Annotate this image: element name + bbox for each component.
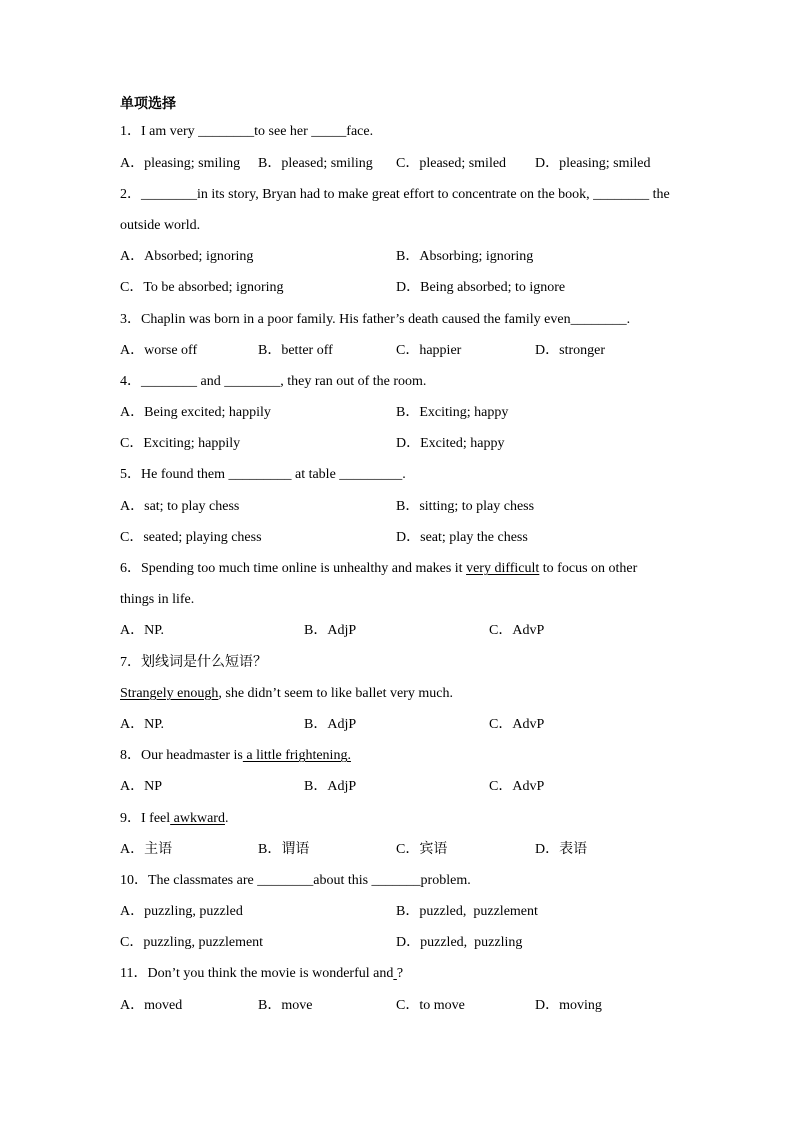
option-label: C． xyxy=(396,841,420,857)
option-a xyxy=(120,615,164,646)
option-label: A． xyxy=(120,779,145,795)
option-text: pleased; smiling xyxy=(281,155,373,171)
option-label: C． xyxy=(120,436,144,452)
question-1 xyxy=(120,116,680,178)
question-9 xyxy=(120,803,680,865)
option-c xyxy=(120,522,262,553)
question-text: I feel xyxy=(141,810,171,826)
option-a xyxy=(120,241,253,272)
option-d xyxy=(396,428,505,459)
option-label: B． xyxy=(396,249,420,265)
options-row xyxy=(120,927,680,958)
option-label: B． xyxy=(258,155,282,171)
question-number: 6． xyxy=(120,561,141,577)
option-a xyxy=(120,397,271,428)
option-label: B． xyxy=(258,342,282,358)
question-stem xyxy=(120,459,680,490)
option-label: A． xyxy=(120,904,145,920)
options-row xyxy=(120,615,680,646)
option-a xyxy=(120,491,239,522)
option-label: D． xyxy=(535,155,560,171)
option-a xyxy=(120,148,240,179)
option-d xyxy=(396,927,522,958)
question-stem xyxy=(120,958,680,989)
question-text: Our headmaster is xyxy=(141,748,243,764)
options-row xyxy=(120,896,680,927)
option-label: A． xyxy=(120,342,145,358)
option-b xyxy=(304,709,356,740)
option-text: pleasing; smiling xyxy=(144,155,241,171)
question-3 xyxy=(120,304,680,366)
option-c xyxy=(489,709,544,740)
option-label: D． xyxy=(535,997,560,1013)
question-text: I am very ________to see her _____face. xyxy=(141,124,374,140)
underlined-phrase: a little frightening. xyxy=(242,748,351,764)
option-label: B． xyxy=(304,716,328,732)
question-stem xyxy=(120,366,680,397)
option-text: move xyxy=(281,997,313,1013)
option-text: stronger xyxy=(559,342,606,358)
question-text: Chaplin was born in a poor family. His father’s death caused the family even________. xyxy=(141,311,631,327)
option-label: C． xyxy=(120,529,144,545)
option-label: C． xyxy=(120,280,144,296)
question-number: 1． xyxy=(120,124,141,140)
option-b xyxy=(258,148,373,179)
option-text: Absorbing; ignoring xyxy=(419,249,534,265)
option-c xyxy=(396,148,506,179)
option-b xyxy=(396,241,533,272)
option-c xyxy=(396,834,447,865)
option-text: puzzled, puzzling xyxy=(420,935,523,951)
option-text: 主语 xyxy=(144,841,173,857)
options-row xyxy=(120,990,680,1021)
option-text: 宾语 xyxy=(419,841,448,857)
options-row xyxy=(120,522,680,553)
question-7 xyxy=(120,647,680,741)
option-a xyxy=(120,990,182,1021)
option-label: D． xyxy=(396,436,421,452)
option-label: A． xyxy=(120,405,145,421)
question-number: 3． xyxy=(120,311,141,327)
option-text: moving xyxy=(559,997,602,1013)
question-6 xyxy=(120,553,680,647)
option-label: B． xyxy=(258,997,282,1013)
option-text: Exciting; happy xyxy=(419,405,509,421)
option-label: A． xyxy=(120,155,145,171)
question-text-after: ? xyxy=(396,966,404,982)
option-label: D． xyxy=(396,935,421,951)
sentence-text: , she didn’t seem to like ballet very much. xyxy=(218,685,453,701)
option-text: NP. xyxy=(144,623,164,639)
question-stem xyxy=(120,179,680,210)
option-label: D． xyxy=(396,280,421,296)
option-a xyxy=(120,771,162,802)
option-text: AdjP xyxy=(327,716,357,732)
question-text: He found them _________ at table _________. xyxy=(141,467,406,483)
question-stem xyxy=(120,647,680,678)
question-stem xyxy=(120,553,680,584)
question-text-after: to focus on other xyxy=(539,561,638,577)
option-text: Absorbed; ignoring xyxy=(144,249,254,265)
question-8 xyxy=(120,740,680,802)
question-stem-continued xyxy=(120,210,680,241)
option-label: C． xyxy=(489,623,513,639)
option-label: C． xyxy=(396,155,420,171)
question-number: 5． xyxy=(120,467,141,483)
option-text: sitting; to play chess xyxy=(419,498,535,514)
option-c xyxy=(120,428,240,459)
options-row xyxy=(120,428,680,459)
question-stem xyxy=(120,304,680,335)
options-row xyxy=(120,771,680,802)
option-text: AdvP xyxy=(512,623,545,639)
question-text: Don’t you think the movie is wonderful and xyxy=(147,966,394,982)
option-label: C． xyxy=(120,935,144,951)
option-text: happier xyxy=(419,342,462,358)
question-number: 10． xyxy=(120,872,148,888)
option-a xyxy=(120,834,172,865)
option-label: B． xyxy=(396,498,420,514)
option-c xyxy=(120,927,263,958)
question-number: 4． xyxy=(120,373,141,389)
option-c xyxy=(489,615,544,646)
question-4 xyxy=(120,366,680,460)
option-text: Being excited; happily xyxy=(144,405,271,421)
option-label: A． xyxy=(120,623,145,639)
option-text: Being absorbed; to ignore xyxy=(420,280,566,296)
option-label: A． xyxy=(120,716,145,732)
option-label: A． xyxy=(120,498,145,514)
option-a xyxy=(120,896,243,927)
option-d xyxy=(535,148,651,179)
option-text: AdvP xyxy=(512,779,545,795)
option-text: to move xyxy=(419,997,465,1013)
question-stem xyxy=(120,740,680,771)
option-b xyxy=(304,771,356,802)
option-label: B． xyxy=(396,405,420,421)
question-text-after: . xyxy=(224,810,229,826)
question-stem-continued xyxy=(120,584,680,615)
question-stem xyxy=(120,865,680,896)
option-b xyxy=(304,615,356,646)
option-text: Exciting; happily xyxy=(143,436,241,452)
option-text: sat; to play chess xyxy=(144,498,240,514)
option-text: AdjP xyxy=(327,779,357,795)
option-text: AdvP xyxy=(512,716,545,732)
option-label: D． xyxy=(396,529,421,545)
option-c xyxy=(120,272,284,303)
option-label: B． xyxy=(258,841,282,857)
question-text: Spending too much time online is unhealthy and makes it xyxy=(141,561,467,577)
options-row xyxy=(120,397,680,428)
question-10 xyxy=(120,865,680,959)
option-text: Excited; happy xyxy=(420,436,505,452)
option-b xyxy=(258,335,333,366)
options-row xyxy=(120,272,680,303)
option-b xyxy=(396,896,538,927)
question-text-continued: outside world. xyxy=(120,217,201,233)
option-b xyxy=(258,990,312,1021)
question-stem xyxy=(120,116,680,147)
option-label: B． xyxy=(304,623,328,639)
option-label: D． xyxy=(535,342,560,358)
options-row xyxy=(120,709,680,740)
question-text: ________ and ________, they ran out of the room. xyxy=(141,373,427,389)
question-number: 7． xyxy=(120,654,141,670)
option-label: A． xyxy=(120,997,145,1013)
question-number: 2． xyxy=(120,186,141,202)
question-number: 11． xyxy=(120,966,148,982)
option-text: 谓语 xyxy=(281,841,310,857)
option-label: C． xyxy=(489,779,513,795)
option-b xyxy=(396,397,508,428)
option-d xyxy=(535,990,602,1021)
question-2 xyxy=(120,179,680,304)
option-text: pleased; smiled xyxy=(419,155,507,171)
underlined-phrase: very difficult xyxy=(466,561,540,577)
question-text: The classmates are ________about this _______problem. xyxy=(148,872,471,888)
option-b xyxy=(258,834,309,865)
option-label: B． xyxy=(396,904,420,920)
option-text: AdjP xyxy=(327,623,357,639)
option-label: B． xyxy=(304,779,328,795)
options-row xyxy=(120,241,680,272)
option-text: worse off xyxy=(144,342,198,358)
option-label: D． xyxy=(535,841,560,857)
option-d xyxy=(396,522,528,553)
option-b xyxy=(396,491,534,522)
option-text: puzzled, puzzlement xyxy=(419,904,538,920)
option-text: puzzling, puzzlement xyxy=(143,935,264,951)
question-text: 划线词是什么短语？ xyxy=(141,654,267,670)
option-a xyxy=(120,335,197,366)
option-text: better off xyxy=(281,342,333,358)
option-d xyxy=(535,834,587,865)
option-label: A． xyxy=(120,249,145,265)
option-d xyxy=(535,335,605,366)
option-text: seated; playing chess xyxy=(143,529,262,545)
question-text: ________in its story, Bryan had to make great effort to concentrate on the book, ________ the xyxy=(141,186,670,202)
question-list xyxy=(120,116,680,1020)
underlined-phrase: awkward xyxy=(170,810,225,826)
option-label: C． xyxy=(489,716,513,732)
option-text: To be absorbed; ignoring xyxy=(143,280,284,296)
option-c xyxy=(396,990,465,1021)
option-label: A． xyxy=(120,841,145,857)
option-a xyxy=(120,709,164,740)
option-text: NP xyxy=(144,779,163,795)
option-c xyxy=(396,335,461,366)
example-sentence xyxy=(120,678,680,709)
question-5 xyxy=(120,459,680,553)
option-label: C． xyxy=(396,997,420,1013)
question-number: 9． xyxy=(120,810,141,826)
question-stem xyxy=(120,803,680,834)
option-text: NP. xyxy=(144,716,164,732)
option-text: moved xyxy=(144,997,183,1013)
option-text: 表语 xyxy=(559,841,588,857)
option-text: puzzling, puzzled xyxy=(144,904,243,920)
question-text-continued: things in life. xyxy=(120,592,195,608)
options-row xyxy=(120,491,680,522)
question-11 xyxy=(120,958,680,1020)
options-row xyxy=(120,148,680,179)
option-label: C． xyxy=(396,342,420,358)
section-title: 单项选择 xyxy=(120,97,176,113)
option-text: seat; play the chess xyxy=(420,529,528,545)
underlined-phrase: Strangely enough xyxy=(120,685,219,701)
options-row xyxy=(120,834,680,865)
options-row xyxy=(120,335,680,366)
option-c xyxy=(489,771,544,802)
question-number: 8． xyxy=(120,748,141,764)
option-d xyxy=(396,272,565,303)
option-text: pleasing; smiled xyxy=(559,155,651,171)
